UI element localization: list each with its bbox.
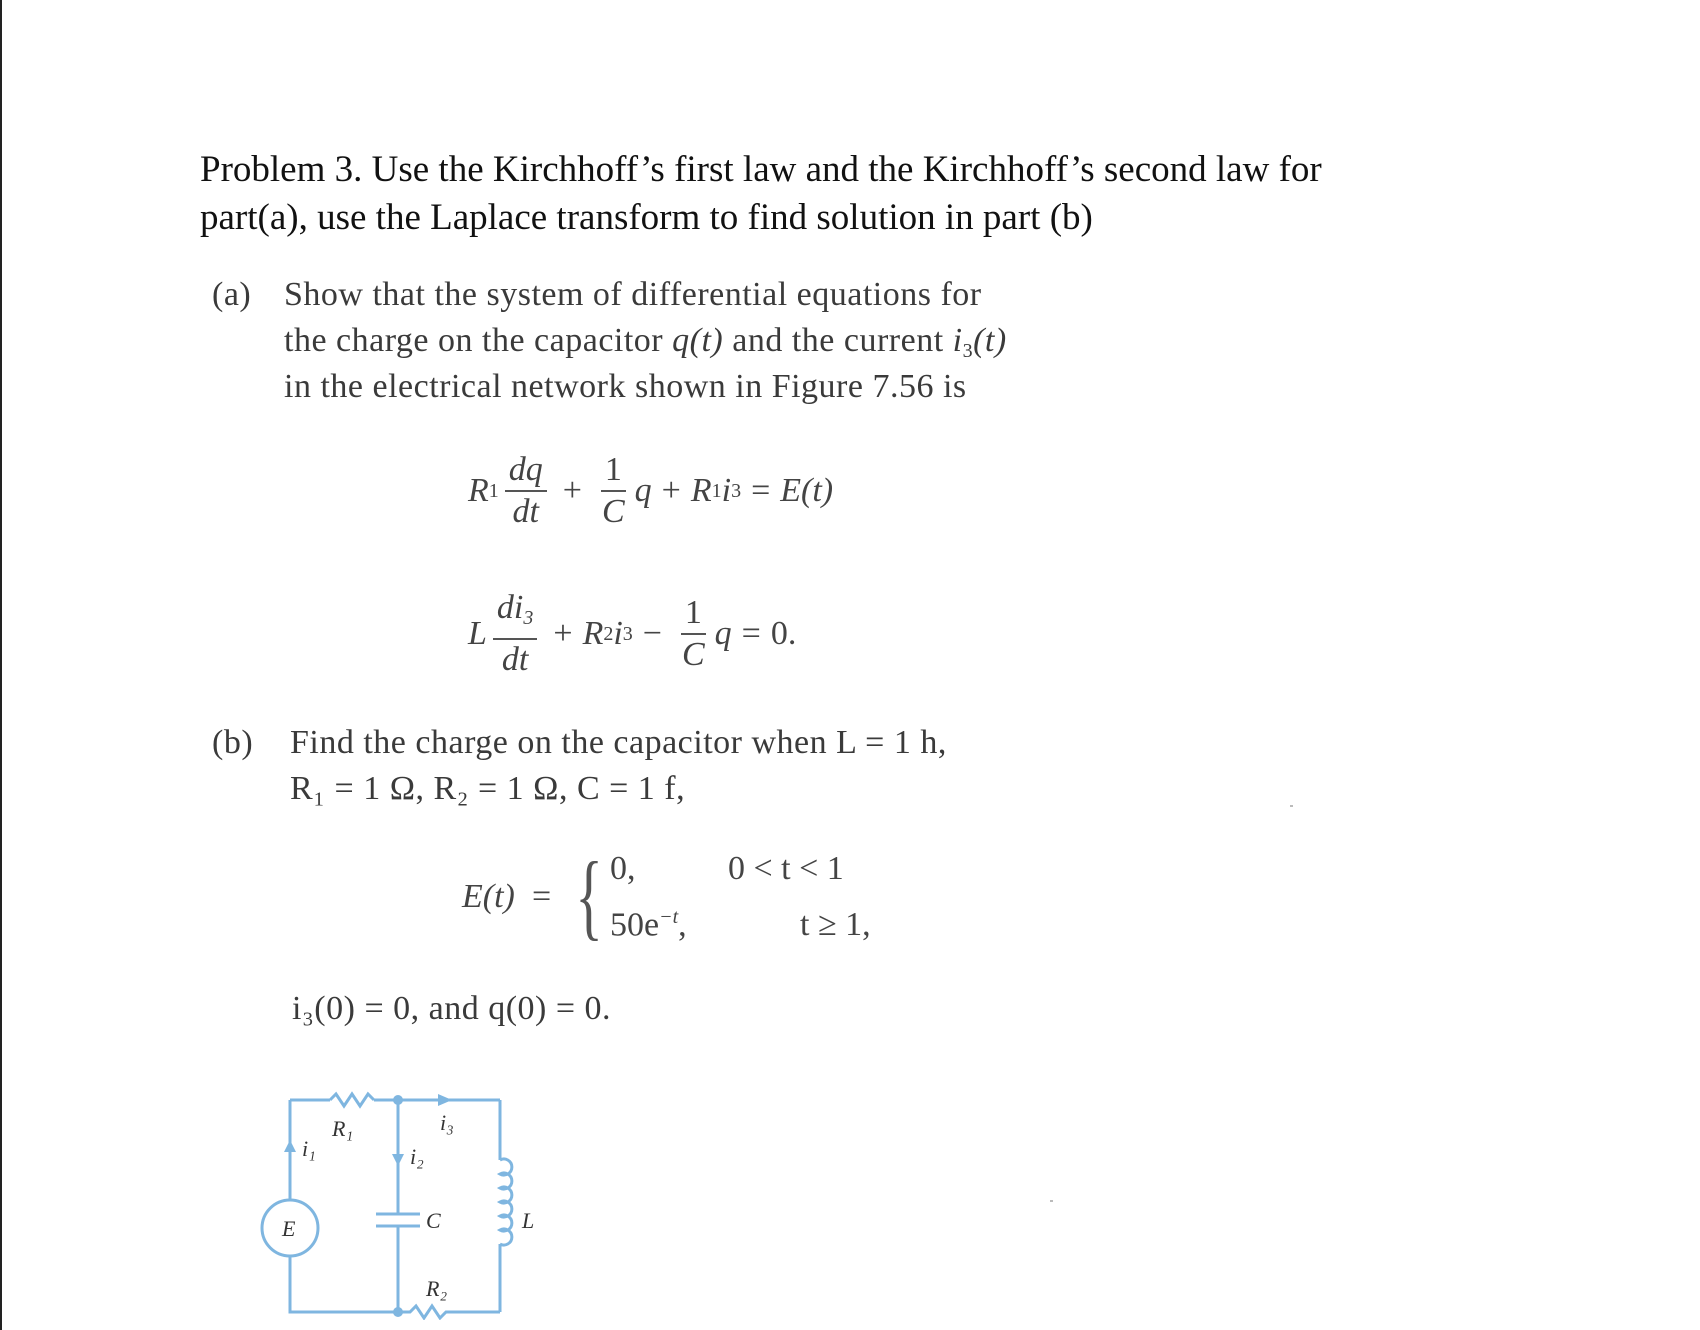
current-i3-arrow-icon (438, 1094, 452, 1106)
eq1-R1-sub: 1 (711, 479, 722, 502)
eq2-i3-sub: 3 (622, 622, 633, 645)
case2-base: 50e (610, 906, 660, 944)
eq2-di-sub: 3 (523, 607, 534, 629)
eq1-dq-dt-fraction (505, 450, 547, 532)
label-r2: R₂ (426, 1276, 448, 1301)
eq2-i3: i (613, 615, 623, 652)
eq1-R-sub: 1 (488, 479, 499, 502)
label-l: L (522, 1208, 535, 1233)
eq1-plus: + (562, 472, 582, 509)
eq2-one-over-C (678, 593, 709, 675)
scan-speck (1290, 805, 1293, 807)
piecewise-case1-value: 0, (610, 850, 636, 887)
part-a-line3: in the electrical network shown in Figure 7.56 is (284, 368, 967, 405)
eq2-denominator: dt (501, 641, 529, 678)
resistor-r2-icon (400, 1306, 500, 1318)
part-a-line2-text: the charge on the capacitor (284, 322, 673, 359)
node-top (393, 1095, 403, 1105)
eq1-R: R (468, 472, 489, 509)
label-e: E (282, 1216, 296, 1241)
label-i2: i₂ (410, 1144, 424, 1169)
inductor-coil-icon (500, 1159, 512, 1245)
part-b-line1: Find the charge on the capacitor when L = 1 h, (290, 724, 947, 761)
eq1-rhs: E(t) (780, 472, 834, 509)
eq2-R2: R (582, 615, 604, 652)
eq2-rhs: 0. (770, 615, 797, 652)
eq2-minus: − (642, 615, 662, 652)
eq2-L: L (468, 615, 487, 652)
eq2-numerator (493, 588, 537, 640)
current-subscript: 3 (962, 340, 974, 362)
eq2-equals: = (741, 615, 761, 652)
eq1-denominator: dt (512, 493, 539, 530)
current-i2-arrow-icon (392, 1154, 404, 1166)
part-a-label: (a) (212, 276, 252, 313)
eq2-R2-sub: 2 (603, 622, 614, 645)
circuit-diagram (240, 1070, 560, 1320)
equation-1 (468, 450, 833, 532)
wire-left-lower (290, 1256, 400, 1312)
eq2-di-dt-fraction (493, 588, 537, 680)
charge-symbol: q(t) (672, 322, 724, 359)
initial-conditions: i₃(0) = 0, and q(0) = 0. (292, 990, 612, 1027)
piecewise-lhs: E(t) (462, 878, 515, 915)
eq1-one: 1 (601, 450, 626, 492)
piecewise-brace: { (575, 842, 603, 949)
eq1-plus-2: + (661, 472, 681, 509)
current-i1-arrow-icon (284, 1140, 296, 1152)
eq2-q: q (714, 615, 732, 652)
scan-speck (1050, 1200, 1053, 1202)
label-i1: i₁ (302, 1136, 316, 1161)
piecewise-case1-cond: 0 < t < 1 (728, 850, 844, 887)
equation-2 (468, 588, 796, 680)
eq2-di: di (496, 589, 524, 626)
resistor-r1-icon (330, 1094, 374, 1106)
eq2-plus: + (553, 615, 573, 652)
current-arg: (t) (973, 322, 1007, 359)
piecewise-case2-value (610, 906, 687, 944)
eq1-i3-sub: 3 (731, 479, 742, 502)
label-c: C (426, 1208, 441, 1233)
eq1-C: C (601, 493, 625, 530)
case2-comma: , (678, 906, 687, 944)
part-a-line2-mid: and the current (723, 322, 953, 359)
label-r1: R₁ (332, 1116, 354, 1141)
piecewise-case2-cond: t ≥ 1, (800, 906, 871, 943)
eq1-equals: = (751, 472, 771, 509)
current-symbol: i (952, 322, 963, 359)
page-edge-line (0, 0, 2, 1330)
part-b-label: (b) (212, 724, 254, 761)
eq1-i3: i (721, 472, 732, 509)
part-a-line1: Show that the system of differential equations for (284, 276, 982, 313)
eq1-one-over-C (598, 450, 629, 532)
problem-heading-line2: part(a), use the Laplace transform to find solution in part (b) (200, 197, 1093, 238)
piecewise-equals: = (532, 878, 552, 915)
case2-exponent: −t (659, 906, 679, 928)
eq2-one: 1 (681, 593, 706, 635)
part-b-line2: R₁ = 1 Ω, R₂ = 1 Ω, C = 1 f, (290, 770, 686, 807)
node-bottom (393, 1307, 403, 1317)
eq1-numerator: dq (505, 450, 547, 492)
eq1-R1: R (690, 472, 712, 509)
eq2-C: C (681, 636, 705, 673)
label-i3: i₃ (440, 1110, 454, 1135)
problem-heading-line1: Problem 3. Use the Kirchhoff’s first law and the Kirchhoff’s second law for (200, 149, 1322, 190)
eq1-q: q (634, 472, 652, 509)
